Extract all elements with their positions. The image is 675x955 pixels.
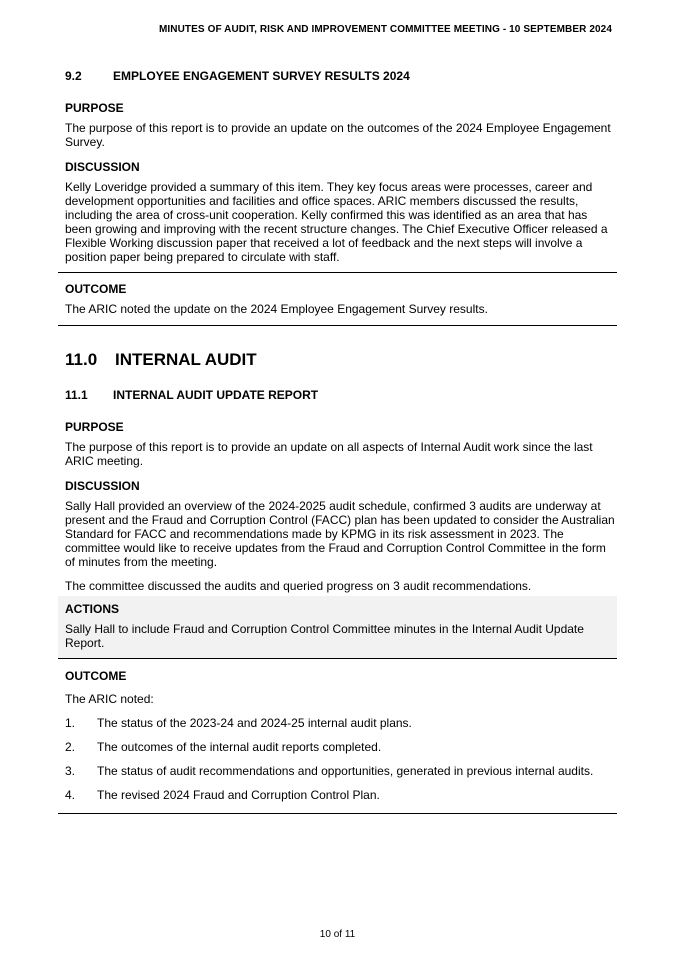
discussion-label: DISCUSSION — [65, 479, 140, 493]
discussion-text: The committee discussed the audits and queried progress on 3 audit recommendations. — [65, 579, 532, 593]
divider — [58, 272, 617, 273]
list-number: 4. — [65, 788, 76, 802]
discussion-text: Kelly Loveridge provided a summary of this item. They key focus areas were processes, career and development opportunities and facilities and office spaces. ARIC members discussed the results, including the area of cross-unit cooperation. Kelly confirmed this was identified as an area that has been growing and improving with the recent structure changes. The Chief Executive Officer released a Flexible Working discussion paper that received a lot of feedback and the next steps will involve a position paper being prepared to circulate with staff. — [65, 180, 608, 264]
purpose-label: PURPOSE — [65, 420, 124, 434]
page-header: MINUTES OF AUDIT, RISK AND IMPROVEMENT COMMITTEE MEETING - 10 SEPTEMBER 2024 — [158, 24, 612, 35]
list-text: The status of the 2023-24 and 2024-25 internal audit plans. — [97, 716, 412, 730]
list-item — [65, 764, 617, 778]
actions-label: ACTIONS — [65, 602, 119, 616]
list-number: 2. — [65, 740, 76, 754]
section-number: 11.0 — [65, 350, 98, 369]
list-number: 3. — [65, 764, 76, 778]
item-heading-11-1 — [65, 388, 617, 402]
discussion-text: Sally Hall provided an overview of the 2024-2025 audit schedule, confirmed 3 audits are underway at present and the Fraud and Corruption Control (FACC) plan has been updated to consider the Australian Standard for FACC and recommendations made by KPMG in its risk assessment in 2023. The committee would like to receive updates from the Fraud and Corruption Control Committee in the form of minutes from the meeting. — [65, 499, 615, 569]
list-item — [65, 716, 617, 730]
outcome-label: OUTCOME — [65, 669, 127, 683]
item-title: EMPLOYEE ENGAGEMENT SURVEY RESULTS 2024 — [113, 69, 410, 83]
list-text: The status of audit recommendations and opportunities, generated in previous internal audits. — [97, 764, 594, 778]
page-number: 10 of 11 — [319, 929, 356, 940]
item-number: 11.1 — [65, 388, 88, 402]
section-title: INTERNAL AUDIT — [115, 350, 257, 369]
divider — [58, 325, 617, 326]
page-content — [65, 69, 617, 814]
list-number: 1. — [65, 716, 76, 730]
actions-box — [58, 596, 617, 658]
list-item — [65, 788, 617, 802]
list-text: The revised 2024 Fraud and Corruption Control Plan. — [97, 788, 380, 802]
list-item — [65, 740, 617, 754]
outcome-text: The ARIC noted the update on the 2024 Employee Engagement Survey results. — [65, 302, 488, 316]
divider — [58, 658, 617, 659]
outcome-label: OUTCOME — [65, 282, 127, 296]
section-heading-11 — [65, 350, 617, 370]
discussion-label: DISCUSSION — [65, 160, 140, 174]
actions-text: Sally Hall to include Fraud and Corruption Control Committee minutes in the Internal Audit Update Report. — [65, 622, 584, 650]
item-number: 9.2 — [65, 69, 82, 83]
item-title: INTERNAL AUDIT UPDATE REPORT — [113, 388, 319, 402]
purpose-text: The purpose of this report is to provide an update on all aspects of Internal Audit work since the last ARIC meeting. — [65, 440, 593, 468]
purpose-text: The purpose of this report is to provide an update on the outcomes of the 2024 Employee Engagement Survey. — [65, 121, 611, 149]
outcome-intro: The ARIC noted: — [65, 692, 154, 706]
list-text: The outcomes of the internal audit reports completed. — [97, 740, 382, 754]
purpose-label: PURPOSE — [65, 101, 124, 115]
item-heading-9-2 — [65, 69, 617, 83]
divider — [58, 813, 617, 814]
